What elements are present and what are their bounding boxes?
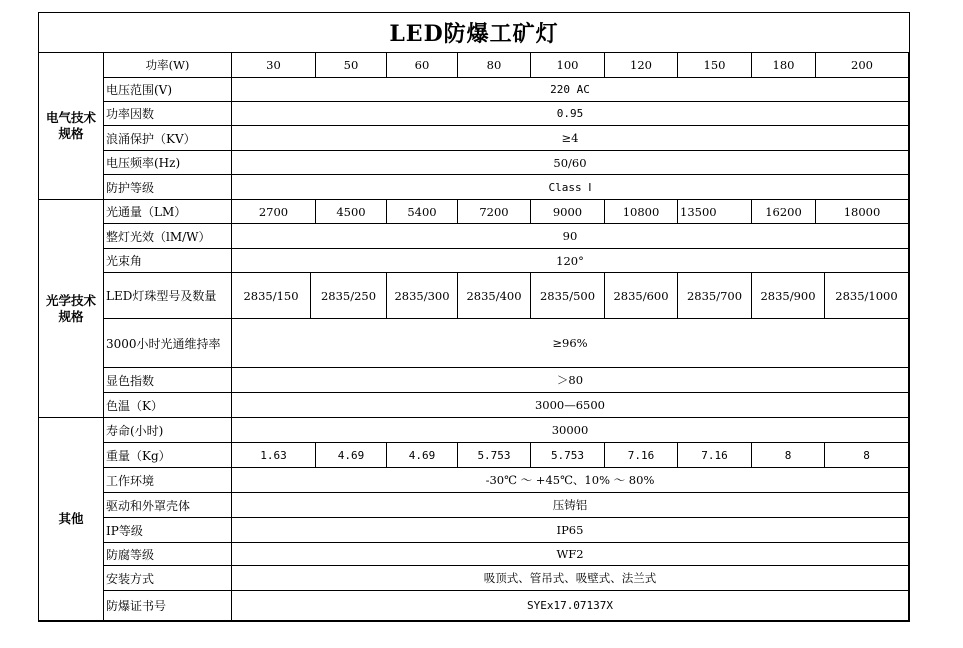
- cell-anticorrosion-value: WF2: [232, 543, 909, 566]
- row-label-cri: 显色指数: [104, 368, 232, 393]
- cell-weight-8: 8: [752, 443, 825, 468]
- row-label-efficacy: 整灯光效（lM/W）: [104, 224, 232, 249]
- row-label-voltage_range: 电压范围(V): [104, 78, 232, 102]
- cell-led_chips-2: 2835/250: [311, 273, 387, 319]
- cell-protection_class-value: Class Ⅰ: [232, 175, 909, 200]
- row-label-environment: 工作环境: [104, 468, 232, 493]
- cell-power-4: 80: [458, 53, 531, 78]
- cell-weight-1: 1.63: [232, 443, 316, 468]
- cell-cri-value: ＞80: [232, 368, 909, 393]
- row-label-luminous_flux: 光通量（LM）: [104, 200, 232, 224]
- cell-certificate-value: SYEx17.07137X: [232, 591, 909, 621]
- sheet-title: LED防爆工矿灯: [39, 13, 909, 53]
- row-label-surge: 浪涌保护（KV）: [104, 126, 232, 151]
- cell-cct-value: 3000—6500: [232, 393, 909, 418]
- cell-luminous_flux-2: 4500: [316, 200, 387, 224]
- cell-luminous_flux-8: 16200: [752, 200, 816, 224]
- row-label-lumen_maintenance: 3000小时光通维持率: [104, 319, 232, 368]
- cell-surge-value: ≥4: [232, 126, 909, 151]
- row-label-protection_class: 防护等级: [104, 175, 232, 200]
- cell-luminous_flux-4: 7200: [458, 200, 531, 224]
- cell-ip-value: IP65: [232, 518, 909, 543]
- cell-led_chips-3: 2835/300: [387, 273, 458, 319]
- cell-power-9: 200: [816, 53, 909, 78]
- cell-luminous_flux-3: 5400: [387, 200, 458, 224]
- row-label-frequency: 电压频率(Hz): [104, 151, 232, 175]
- cell-luminous_flux-6: 10800: [605, 200, 678, 224]
- cell-led_chips-1: 2835/150: [232, 273, 311, 319]
- row-label-power: 功率(W): [104, 53, 232, 78]
- cell-weight-6: 7.16: [605, 443, 678, 468]
- cell-environment-value: -30℃ ～ +45℃、10% ～ 80%: [232, 468, 909, 493]
- cell-lumen_maintenance-value: ≥96%: [232, 319, 909, 368]
- cell-weight-9: 8: [825, 443, 909, 468]
- row-label-housing: 驱动和外罩壳体: [104, 493, 232, 518]
- cell-led_chips-8: 2835/900: [752, 273, 825, 319]
- row-label-lifetime: 寿命(小时): [104, 418, 232, 443]
- cell-power-7: 150: [678, 53, 752, 78]
- cell-housing-value: 压铸铝: [232, 493, 909, 518]
- cell-luminous_flux-7: 13500: [678, 200, 752, 224]
- spec-sheet: [38, 12, 910, 622]
- row-label-ip: IP等级: [104, 518, 232, 543]
- cell-voltage_range-value: 220 AC: [232, 78, 909, 102]
- cell-weight-5: 5.753: [531, 443, 605, 468]
- cell-power-6: 120: [605, 53, 678, 78]
- cell-power-5: 100: [531, 53, 605, 78]
- cell-mounting-value: 吸顶式、管吊式、吸壁式、法兰式: [232, 566, 909, 591]
- group-optical: 光学技术规格: [39, 200, 104, 418]
- cell-weight-7: 7.16: [678, 443, 752, 468]
- group-electrical: 电气技术规格: [39, 53, 104, 200]
- cell-luminous_flux-9: 18000: [816, 200, 909, 224]
- cell-led_chips-4: 2835/400: [458, 273, 531, 319]
- row-label-beam_angle: 光束角: [104, 249, 232, 273]
- cell-power-2: 50: [316, 53, 387, 78]
- cell-led_chips-9: 2835/1000: [825, 273, 909, 319]
- group-other: 其他: [39, 418, 104, 621]
- cell-weight-2: 4.69: [316, 443, 387, 468]
- row-label-anticorrosion: 防腐等级: [104, 543, 232, 566]
- row-label-weight: 重量（Kg）: [104, 443, 232, 468]
- row-label-mounting: 安装方式: [104, 566, 232, 591]
- cell-power_factor-value: 0.95: [232, 102, 909, 126]
- cell-power-8: 180: [752, 53, 816, 78]
- cell-luminous_flux-1: 2700: [232, 200, 316, 224]
- cell-led_chips-5: 2835/500: [531, 273, 605, 319]
- row-label-led_chips: LED灯珠型号及数量: [104, 273, 232, 319]
- cell-frequency-value: 50/60: [232, 151, 909, 175]
- cell-power-1: 30: [232, 53, 316, 78]
- cell-weight-3: 4.69: [387, 443, 458, 468]
- row-label-cct: 色温（K）: [104, 393, 232, 418]
- cell-efficacy-value: 90: [232, 224, 909, 249]
- cell-luminous_flux-5: 9000: [531, 200, 605, 224]
- cell-power-3: 60: [387, 53, 458, 78]
- row-label-certificate: 防爆证书号: [104, 591, 232, 621]
- cell-lifetime-value: 30000: [232, 418, 909, 443]
- cell-beam_angle-value: 120°: [232, 249, 909, 273]
- cell-weight-4: 5.753: [458, 443, 531, 468]
- row-label-power_factor: 功率因数: [104, 102, 232, 126]
- cell-led_chips-7: 2835/700: [678, 273, 752, 319]
- cell-led_chips-6: 2835/600: [605, 273, 678, 319]
